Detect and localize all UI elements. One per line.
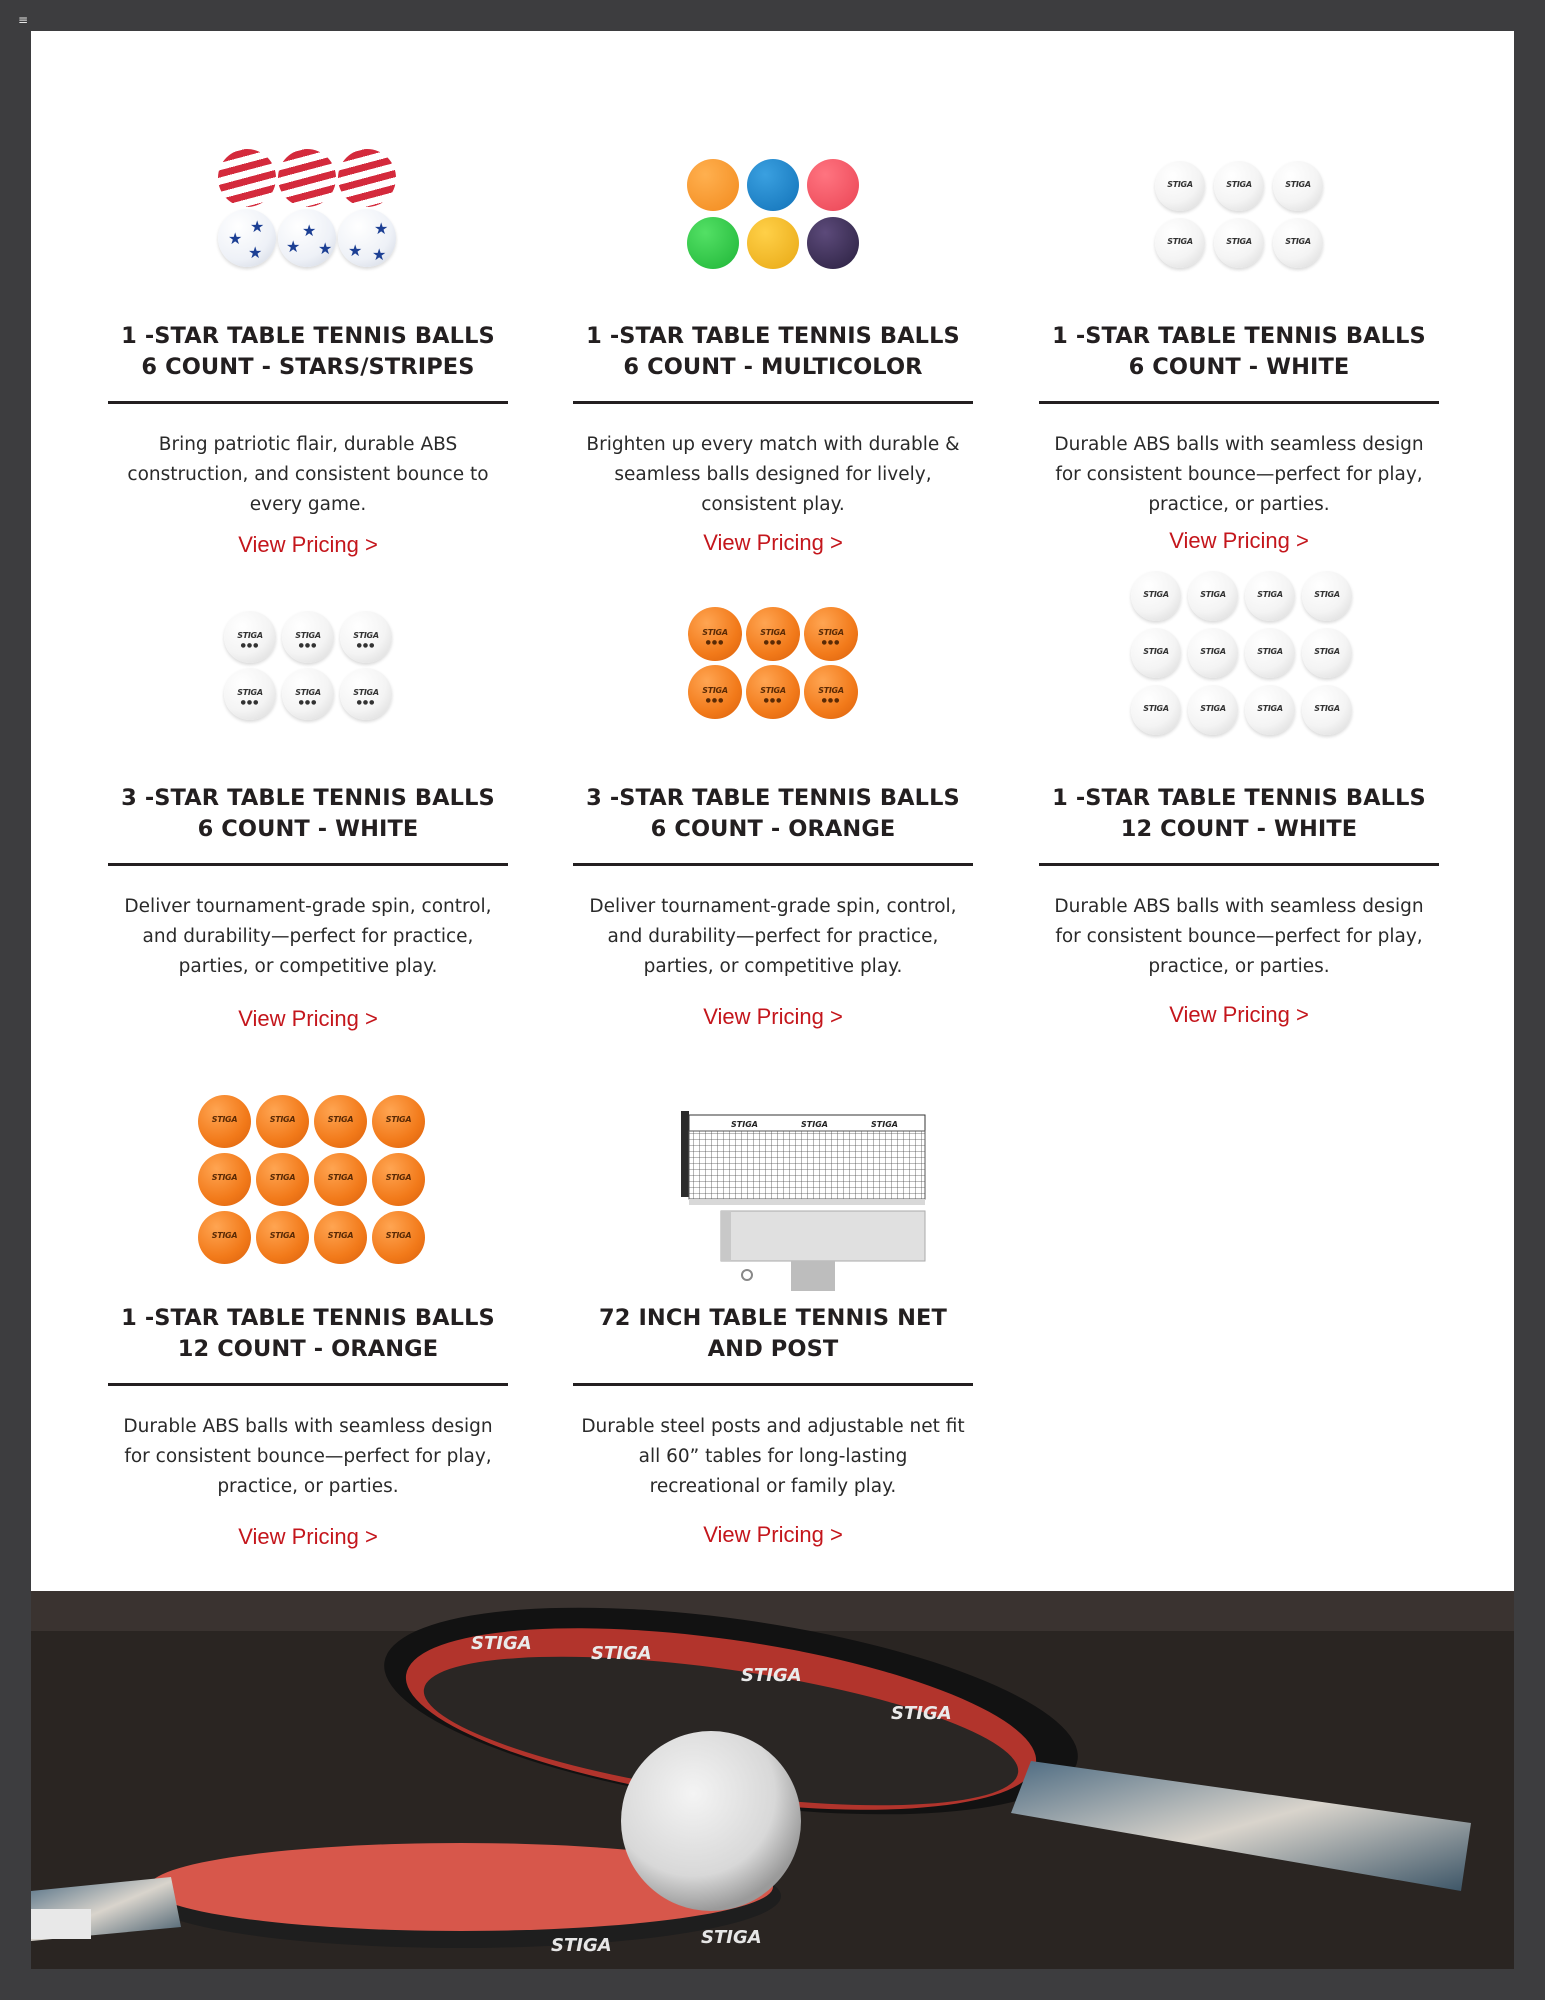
pink-ball <box>807 159 859 211</box>
white-ball <box>282 668 334 720</box>
view-pricing-link[interactable]: View Pricing > <box>1169 1002 1309 1027</box>
product-image-3-star-white-balls <box>108 601 508 761</box>
product-card-1 <box>108 119 508 558</box>
product-description: Deliver tournament-grade spin, control, and durability—perfect for practice, parties, or competitive play. <box>124 896 492 977</box>
product-description: Durable ABS balls with seamless design for consistent bounce—perfect for play, practice, or parties. <box>1054 434 1424 515</box>
white-ball <box>224 611 276 663</box>
product-image-net-and-post <box>573 1061 973 1291</box>
ball-logo: STIGA <box>211 1231 238 1241</box>
view-pricing-link[interactable]: View Pricing > <box>238 1524 378 1549</box>
ball-logo: STIGA <box>211 1173 238 1183</box>
ball-logo: STIGA <box>269 1173 296 1183</box>
paddles-and-ball-illustration <box>31 1591 1514 1969</box>
white-ball <box>1273 218 1323 268</box>
product-card-5 <box>573 601 973 1030</box>
orange-ball <box>746 607 800 661</box>
net-logo: STIGA <box>731 1120 758 1129</box>
ball-logo: STIGA <box>1285 180 1311 189</box>
product-title: 1 -STAR TABLE TENNIS BALLS 6 COUNT - WHITE <box>1052 323 1426 380</box>
orange-ball <box>256 1095 309 1148</box>
product-card-6 <box>1039 561 1439 1028</box>
ball-logo: STIGA <box>702 685 728 695</box>
striped-ball <box>278 149 336 207</box>
view-pricing-link[interactable]: View Pricing > <box>238 1006 378 1031</box>
white-ball <box>1245 685 1295 735</box>
orange-ball <box>198 1095 251 1148</box>
three-star-dots: ●●● <box>356 699 376 707</box>
white-ball <box>1131 571 1181 621</box>
divider <box>108 863 508 866</box>
ball-logo: STIGA <box>1143 704 1169 713</box>
product-image-orange-balls-12 <box>108 1081 508 1291</box>
divider <box>573 1383 973 1386</box>
orange-ball <box>372 1211 425 1264</box>
white-ball <box>1188 571 1238 621</box>
product-card-7 <box>108 1081 508 1550</box>
three-star-dots: ●●● <box>705 639 725 647</box>
white-ball <box>340 611 392 663</box>
ball-logo: STIGA <box>1200 704 1226 713</box>
three-star-dots: ●●● <box>763 639 783 647</box>
white-ball <box>1188 628 1238 678</box>
product-description: Durable steel posts and adjustable net fit all 60” tables for long-lasting recreational or family play. <box>581 1416 965 1497</box>
product-image-stars-stripes-balls <box>108 119 508 279</box>
product-description: Durable ABS balls with seamless design for consistent bounce—perfect for play, practice, or parties. <box>1054 896 1424 977</box>
white-ball <box>1302 571 1352 621</box>
orange-ball <box>804 607 858 661</box>
ball-logo: STIGA <box>385 1115 412 1125</box>
view-pricing-link[interactable]: View Pricing > <box>238 532 378 557</box>
product-title: 1 -STAR TABLE TENNIS BALLS 6 COUNT - STARS/STRIPES <box>121 323 495 380</box>
catalog-page <box>31 31 1514 1591</box>
ball-logo: STIGA <box>327 1231 354 1241</box>
ball-logo: STIGA <box>1200 647 1226 656</box>
white-ball <box>1245 571 1295 621</box>
orange-ball <box>687 159 739 211</box>
paddle-logo: STIGA <box>591 1643 652 1664</box>
orange-ball <box>198 1153 251 1206</box>
three-star-dots: ●●● <box>763 697 783 705</box>
white-ball <box>1214 161 1264 211</box>
product-description: Bring patriotic flair, durable ABS construction, and consistent bounce to every game. <box>127 434 489 515</box>
divider <box>108 401 508 404</box>
white-ball <box>1245 628 1295 678</box>
white-ball <box>1131 685 1181 735</box>
white-ball <box>340 668 392 720</box>
white-ball <box>1302 685 1352 735</box>
orange-ball <box>314 1095 367 1148</box>
product-title: 3 -STAR TABLE TENNIS BALLS 6 COUNT - ORANGE <box>586 785 960 842</box>
ball-logo: STIGA <box>327 1173 354 1183</box>
paddle-logo: STIGA <box>471 1633 532 1654</box>
ball-logo: STIGA <box>818 685 844 695</box>
product-image-white-balls-6 <box>1039 119 1439 279</box>
ball-logo: STIGA <box>1314 647 1340 656</box>
orange-ball <box>372 1095 425 1148</box>
striped-ball <box>338 149 396 207</box>
orange-ball <box>256 1153 309 1206</box>
starred-ball: ★ ★ ★ <box>338 209 396 267</box>
ball-logo: STIGA <box>1257 590 1283 599</box>
orange-ball <box>314 1153 367 1206</box>
paddle-logo: STIGA <box>551 1935 612 1956</box>
starred-ball: ★ ★ ★ <box>218 209 276 267</box>
divider <box>108 1383 508 1386</box>
net-logo: STIGA <box>871 1120 898 1129</box>
orange-ball <box>256 1211 309 1264</box>
three-star-dots: ●●● <box>298 642 318 650</box>
menu-icon[interactable]: ≡ <box>18 13 29 27</box>
ball-logo: STIGA <box>1167 180 1193 189</box>
ball-logo: STIGA <box>1285 237 1311 246</box>
three-star-dots: ●●● <box>240 642 260 650</box>
view-pricing-link[interactable]: View Pricing > <box>1169 528 1309 553</box>
white-ball <box>1188 685 1238 735</box>
ball-logo: STIGA <box>1226 237 1252 246</box>
ball-logo: STIGA <box>385 1231 412 1241</box>
product-title: 1 -STAR TABLE TENNIS BALLS 6 COUNT - MULTICOLOR <box>586 323 960 380</box>
orange-ball <box>314 1211 367 1264</box>
white-ball <box>282 611 334 663</box>
orange-ball <box>198 1211 251 1264</box>
white-ball <box>1155 218 1205 268</box>
ball-logo: STIGA <box>702 627 728 637</box>
ball-logo: STIGA <box>1226 180 1252 189</box>
white-ball <box>1214 218 1264 268</box>
divider <box>1039 401 1439 404</box>
product-card-3 <box>1039 119 1439 554</box>
net-logo: STIGA <box>801 1120 828 1129</box>
ball-logo: STIGA <box>1167 237 1193 246</box>
product-image-3-star-orange-balls <box>573 601 973 761</box>
paddle-logo: STIGA <box>741 1665 802 1686</box>
ball-logo: STIGA <box>295 630 321 640</box>
three-star-dots: ●●● <box>356 642 376 650</box>
three-star-dots: ●●● <box>240 699 260 707</box>
product-card-8 <box>573 1061 973 1548</box>
view-pricing-link[interactable]: View Pricing > <box>703 1004 843 1029</box>
divider <box>573 863 973 866</box>
orange-ball <box>804 665 858 719</box>
starred-ball: ★ ★ ★ <box>278 209 336 267</box>
white-ball <box>224 668 276 720</box>
product-description: Durable ABS balls with seamless design for consistent bounce—perfect for play, practice, or parties. <box>123 1416 493 1497</box>
view-pricing-link[interactable]: View Pricing > <box>703 1522 843 1547</box>
product-description: Brighten up every match with durable & seamless balls designed for lively, consistent play. <box>586 434 960 515</box>
net-post-illustration <box>573 1061 973 1291</box>
ball-logo: STIGA <box>760 627 786 637</box>
ball-logo: STIGA <box>1314 590 1340 599</box>
ball-logo: STIGA <box>385 1173 412 1183</box>
orange-ball <box>688 607 742 661</box>
white-ball <box>1155 161 1205 211</box>
green-ball <box>687 217 739 269</box>
ball-logo: STIGA <box>237 687 263 697</box>
product-card-4 <box>108 601 508 1032</box>
ball-logo: STIGA <box>1257 647 1283 656</box>
ball-logo: STIGA <box>818 627 844 637</box>
ball-logo: STIGA <box>760 685 786 695</box>
ball-logo: STIGA <box>295 687 321 697</box>
orange-ball <box>688 665 742 719</box>
orange-ball <box>746 665 800 719</box>
ball-logo: STIGA <box>1314 704 1340 713</box>
product-card-2 <box>573 119 973 556</box>
paddle-logo: STIGA <box>701 1927 762 1948</box>
three-star-dots: ●●● <box>705 697 725 705</box>
yellow-ball <box>747 217 799 269</box>
ball-logo: STIGA <box>353 687 379 697</box>
ball-logo: STIGA <box>353 630 379 640</box>
ball-logo: STIGA <box>269 1115 296 1125</box>
product-image-multicolor-balls <box>573 119 973 279</box>
ball-logo: STIGA <box>1143 590 1169 599</box>
view-pricing-link[interactable]: View Pricing > <box>703 530 843 555</box>
hero-paddles-photo <box>31 1591 1514 1969</box>
product-title: 72 INCH TABLE TENNIS NET AND POST <box>599 1305 947 1362</box>
paddle-logo: STIGA <box>891 1703 952 1724</box>
orange-ball <box>372 1153 425 1206</box>
blue-ball <box>747 159 799 211</box>
white-ball <box>1302 628 1352 678</box>
product-title: 1 -STAR TABLE TENNIS BALLS 12 COUNT - ORANGE <box>121 1305 495 1362</box>
striped-ball <box>218 149 276 207</box>
ball-logo: STIGA <box>1257 704 1283 713</box>
three-star-dots: ●●● <box>821 639 841 647</box>
ball-logo: STIGA <box>1200 590 1226 599</box>
purple-ball <box>807 217 859 269</box>
ball-logo: STIGA <box>1143 647 1169 656</box>
white-ball <box>1131 628 1181 678</box>
product-description: Deliver tournament-grade spin, control, and durability—perfect for practice, parties, or competitive play. <box>589 896 957 977</box>
divider <box>573 401 973 404</box>
three-star-dots: ●●● <box>298 699 318 707</box>
ball-logo: STIGA <box>211 1115 238 1125</box>
divider <box>1039 863 1439 866</box>
product-image-white-balls-12 <box>1039 561 1439 761</box>
ball-logo: STIGA <box>269 1231 296 1241</box>
ball-logo: STIGA <box>237 630 263 640</box>
three-star-dots: ●●● <box>821 697 841 705</box>
product-title: 3 -STAR TABLE TENNIS BALLS 6 COUNT - WHITE <box>121 785 495 842</box>
ball-logo: STIGA <box>327 1115 354 1125</box>
product-title: 1 -STAR TABLE TENNIS BALLS 12 COUNT - WHITE <box>1052 785 1426 842</box>
white-ball <box>1273 161 1323 211</box>
